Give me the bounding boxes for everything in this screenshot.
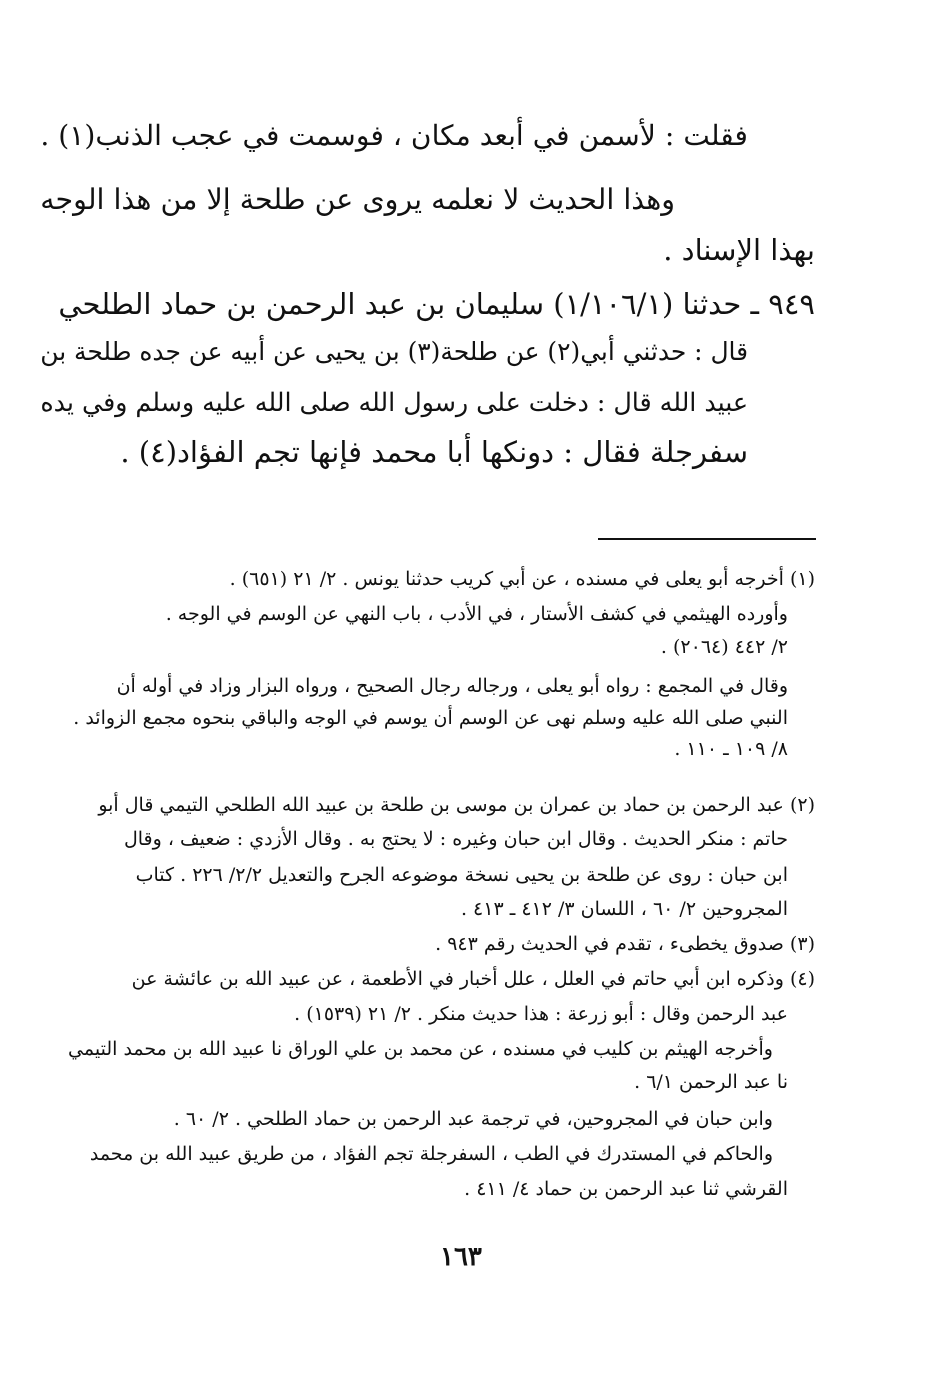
hadith-949-line-2: قال : حدثني أبي(٢) عن طلحة(٣) بن يحيى عن أبيه عن جده طلحة بن (40, 337, 748, 366)
main-line-1: فقلت : لأسمن في أبعد مكان ، فوسمت في عجب الذنب(١) . (40, 119, 748, 152)
hadith-949-line-3: عبيد الله قال : دخلت على رسول الله صلى الله عليه وسلم وفي يده (40, 388, 748, 417)
footnote-1-line-6: ٨/ ١٠٩ ـ ١١٠ . (674, 738, 788, 760)
footnote-4-line-2: عبد الرحمن وقال : أبو زرعة : هذا حديث منكر . ٢/ ٢١ (١٥٣٩) . (294, 1003, 788, 1025)
footnote-4-line-4: نا عبد الرحمن ٦/١ . (634, 1071, 788, 1093)
footnote-4-line-5: وابن حبان في المجروحين، في ترجمة عبد الرحمن بن حماد الطلحي . ٢/ ٦٠ . (173, 1108, 773, 1130)
footnote-separator (598, 538, 816, 540)
footnote-4-line-6: والحاكم في المستدرك في الطب ، السفرجلة تجم الفؤاد ، من طريق عبيد الله بن محمد (89, 1143, 773, 1165)
page-number: ١٦٣ (440, 1242, 482, 1272)
footnote-3-line-1: (٣) صدوق يخطىء ، تقدم في الحديث رقم ٩٤٣ . (435, 933, 815, 955)
footnote-2-line-3: ابن حبان : روى عن طلحة بن يحيى نسخة موضوعه الجرح والتعديل ٢/٢/ ٢٢٦ . كتاب (135, 864, 788, 886)
footnote-4-line-7: القرشي ثنا عبد الرحمن بن حماد ٤/ ٤١١ . (464, 1178, 788, 1200)
footnote-4-line-1: (٤) وذكره ابن أبي حاتم في العلل ، علل أخبار في الأطعمة ، عن عبيد الله بن عائشة عن (131, 968, 815, 990)
footnote-2-line-4: المجروحين ٢/ ٦٠ ، اللسان ٣/ ٤١٢ ـ ٤١٣ . (460, 898, 788, 920)
footnote-4-line-3: وأخرجه الهيثم بن كليب في مسنده ، عن محمد بن علي الوراق نا عبيد الله بن محمد التيمي (68, 1038, 773, 1060)
main-line-3: بهذا الإسناد . (663, 233, 815, 267)
footnote-1-line-1: (١) أخرجه أبو يعلى في مسنده ، عن أبي كريب حدثنا يونس . ٢/ ٢١ (٦٥١) . (229, 568, 815, 590)
footnote-1-line-2: وأورده الهيثمي في كشف الأستار ، في الأدب ، باب النهي عن الوسم في الوجه . (165, 603, 788, 625)
hadith-949-line-1: ٩٤٩ ـ حدثنا (١/١٠٦/١) سليمان بن عبد الرحمن بن حماد الطلحي (58, 287, 815, 321)
footnote-2-line-1: (٢) عبد الرحمن بن حماد بن عمران بن موسى بن طلحة بن عبيد الله الطلحي التيمي قال أبو (98, 794, 815, 816)
footnote-2-line-2: حاتم : منكر الحديث . وقال ابن حبان وغيره : لا يحتج به . وقال الأزدي : ضعيف ، وقال (123, 828, 788, 850)
footnote-1-line-5: النبي صلى الله عليه وسلم نهى عن الوسم أن يوسم في الوجه والباقي بنحوه مجمع الزوائد . (73, 707, 788, 729)
footnote-1-line-3: ٢/ ٤٤٢ (٢٠٦٤) . (660, 636, 788, 658)
main-line-2: وهذا الحديث لا نعلمه يروى عن طلحة إلا من هذا الوجه (40, 183, 675, 216)
hadith-949-line-4: سفرجلة فقال : دونكها أبا محمد فإنها تجم الفؤاد(٤) . (120, 435, 748, 469)
footnote-1-line-4: وقال في المجمع : رواه أبو يعلى ، ورجاله رجال الصحيح ، ورواه البزار وزاد في أوله أن (116, 675, 788, 697)
